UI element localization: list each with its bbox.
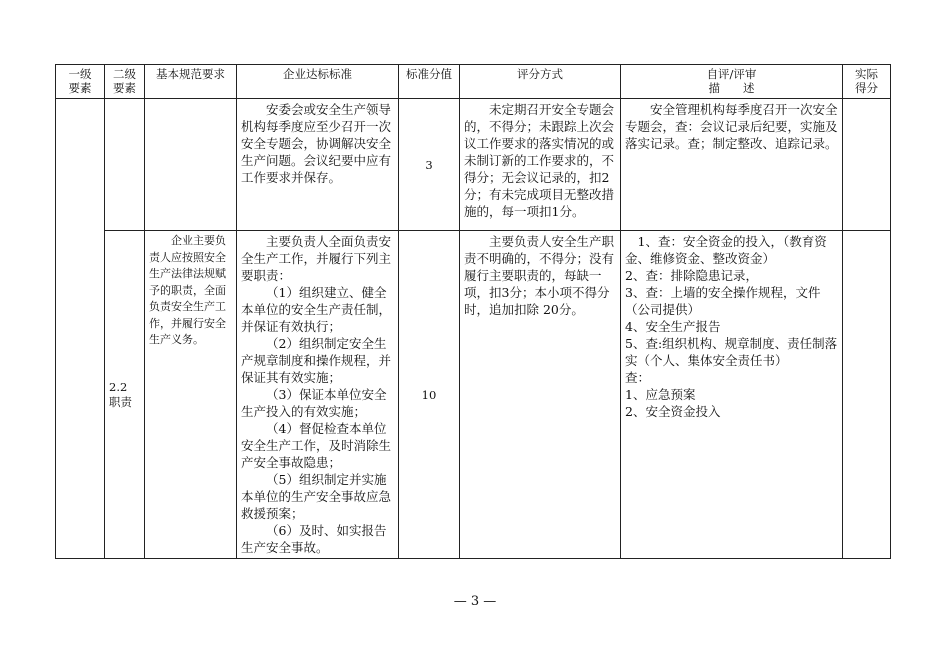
header-self-eval-line2: 描 述 [708,81,755,95]
header-self-eval-description [621,65,843,99]
standard-item: （5）组织制定并实施本单位的生产安全事故应急救援预案； [241,472,392,521]
table-row [56,231,891,559]
description-line: 4、安全生产报告 [625,319,721,334]
description-line: 查： [625,370,651,385]
table-header-row [56,65,891,99]
actual-score-cell [843,99,891,231]
method-text: 未定期召开安全专题会的，不得分；未跟踪上次会议工作要求的落实情况的或未制订新的工作要求的，不得分；无会议记录的，扣2分；有未完成项目无整改措施的，每一项扣1分。 [464,102,615,219]
requirement-cell [145,231,237,559]
method-cell [460,99,621,231]
level1-element-cell [56,99,105,559]
header-compliance-standard: 企业达标标准 [237,65,399,99]
description-cell [621,231,843,559]
standard-cell [237,231,399,559]
header-actual-score: 实际 得分 [843,65,891,99]
level2-element-cell: 2.2 职责 [105,231,145,559]
header-self-eval-line1: 自评/评审 [706,67,757,81]
description-text: 安全管理机构每季度召开一次安全专题会，查：会议记录后纪要，实施及落实记录。查；制定整改、追踪记录。 [625,102,838,151]
actual-score-cell [843,231,891,559]
header-basic-requirement: 基本规范要求 [145,65,237,99]
method-text: 主要负责人安全生产职责不明确的，不得分；没有履行主要职责的，每缺一项，扣3分；本小项不得分时，追加扣除 20分。 [464,234,615,317]
header-level1-element: 一级 要素 [56,65,105,99]
header-level2-element: 二级 要素 [105,65,145,99]
header-scoring-method: 评分方式 [460,65,621,99]
page-number: — 3 — [453,594,497,609]
standard-item: （1）组织建立、健全本单位的安全生产责任制，并保证有效执行； [241,285,392,334]
standard-intro: 主要负责人全面负责安全生产工作，并履行下列主要职责： [241,234,392,283]
description-cell [621,99,843,231]
description-line: 5、查:组织机构、规章制度、责任制落实（个人、集体安全责任书） [625,336,838,368]
score-cell: 10 [399,231,460,559]
standard-text: 安委会或安全生产领导机构每季度应至少召开一次安全专题会，协调解决安全生产问题。会议纪要中应有工作要求并保存。 [241,102,392,185]
level2-element-cell [105,99,145,231]
standard-cell [237,99,399,231]
standard-item: （3）保证本单位安全生产投入的有效实施； [241,387,387,419]
description-line: 3、查：上墙的安全操作规程，文件（公司提供） [625,285,821,317]
table-row [56,99,891,231]
standards-table [55,64,891,559]
description-line: 2、安全资金投入 [625,404,721,419]
standard-item: （6）及时、如实报告生产安全事故。 [241,523,387,555]
requirement-cell [145,99,237,231]
score-cell: 3 [399,99,460,231]
description-line: 1、应急预案 [625,387,696,402]
description-line: 1、查：安全资金的投入，（教育资金、维修资金、整改资金） [625,234,827,266]
header-standard-score: 标准分值 [399,65,460,99]
standard-item: （2）组织制定安全生产规章制度和操作规程，并保证其有效实施； [241,336,392,385]
method-cell [460,231,621,559]
description-line: 2、查：排除隐患记录， [625,268,758,283]
requirement-text: 企业主要负责人应按照安全生产法律法规赋予的职责，全面负责安全生产工作，并履行安全生产义务。 [149,234,226,346]
standard-item: （4）督促检查本单位安全生产工作，及时消除生产安全事故隐患； [241,421,392,470]
